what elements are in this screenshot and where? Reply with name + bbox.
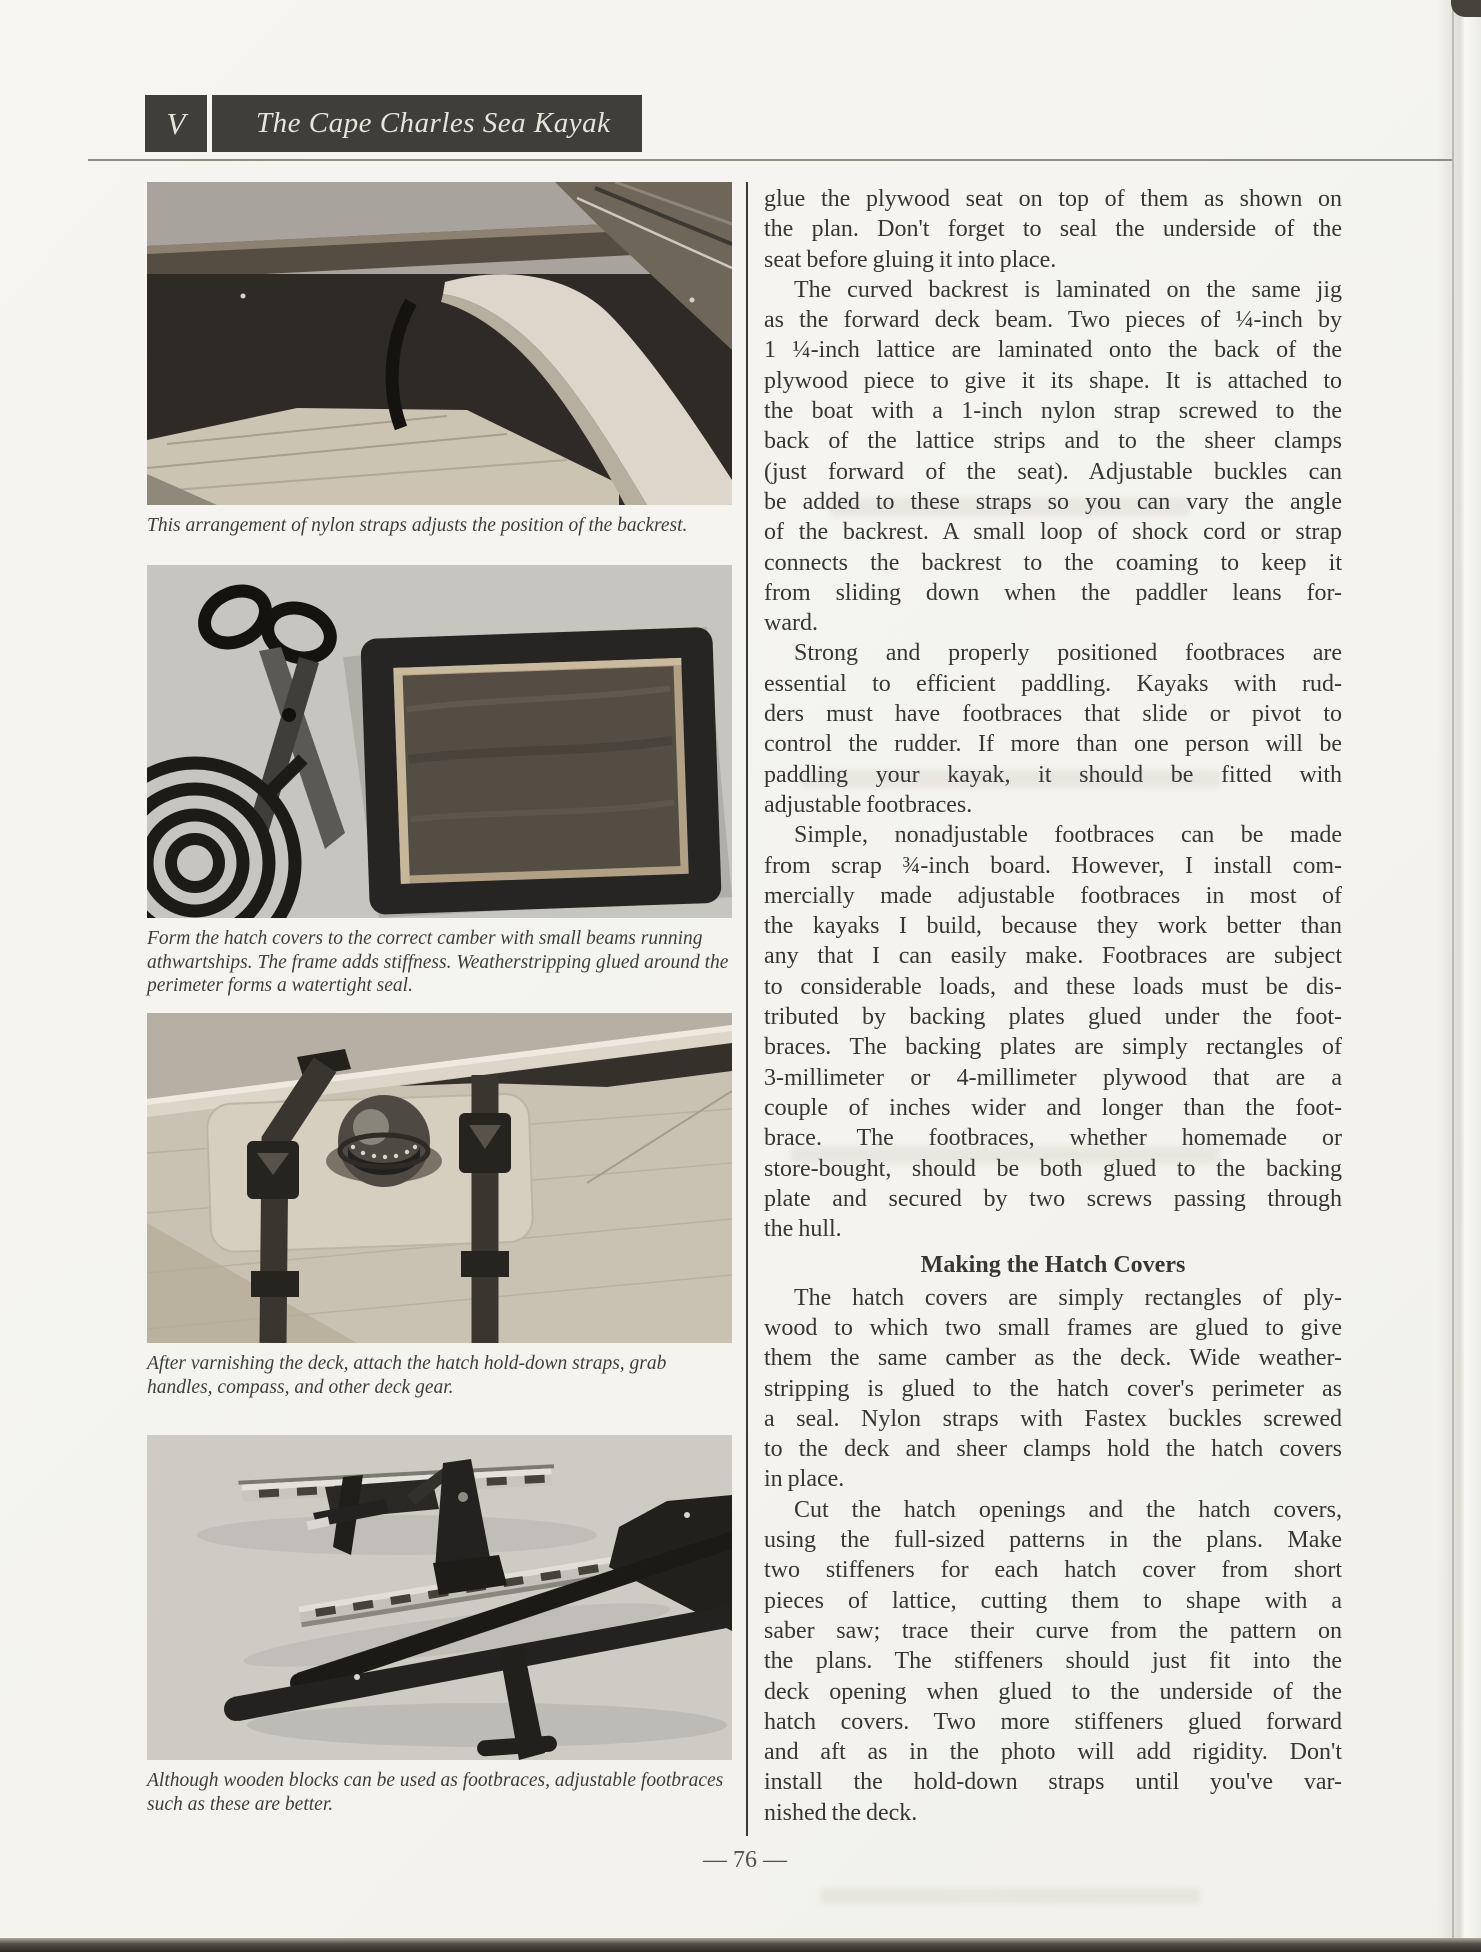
text-line: Strong and properly positioned footbraces are — [794, 640, 1342, 667]
text-line: 1 ¼-inch lattice are laminated onto the back of the — [764, 337, 1342, 364]
text-line: from scrap ¾-inch board. However, I install com- — [764, 852, 1342, 879]
text-line: and aft as in the photo will add rigidity. Don't — [764, 1739, 1342, 1766]
hatch-cover-panel — [360, 627, 721, 915]
figure-deck-gear — [147, 1013, 732, 1399]
text-line: braces. The backing plates are simply rectangles of — [764, 1034, 1342, 1061]
text-line: to considerable loads, and these loads must be dis- — [764, 973, 1342, 1000]
text-line: (just forward of the seat). Adjustable buckles can — [764, 458, 1342, 485]
figure-caption: After varnishing the deck, attach the hatch hold-down straps, grab handles, compass, and other deck gear. — [147, 1353, 667, 1398]
text-line: glue the plywood seat on top of them as shown on — [764, 186, 1342, 212]
text-line: from sliding down when the paddler leans for- — [764, 579, 1342, 606]
text-line: pieces of lattice, cutting them to shape with a — [764, 1587, 1342, 1614]
chapter-number-box — [145, 95, 207, 152]
text-line: Cut the hatch openings and the hatch covers, — [794, 1496, 1342, 1523]
text-line: in place. — [764, 1466, 845, 1493]
text-line: the hull. — [764, 1216, 842, 1243]
text-line: of the backrest. A small loop of shock cord or strap — [764, 519, 1342, 546]
right-page-edge — [1437, 0, 1481, 1952]
text-line: plate and secured by two screws passing through — [764, 1185, 1342, 1212]
paragraph — [764, 275, 1342, 639]
article-column — [764, 184, 1342, 1828]
figure-adjustable-footbraces — [147, 1435, 732, 1816]
right-page-edge-line — [1452, 0, 1454, 1952]
text-line: be added to these straps so you can vary the angle — [764, 488, 1342, 515]
text-line: install the hold-down straps until you've var- — [764, 1769, 1342, 1796]
text-line: nished the deck. — [764, 1799, 918, 1826]
text-line: saber saw; trace their curve from the pattern on — [764, 1617, 1342, 1644]
photo-adjustable-footbraces — [147, 1435, 732, 1760]
text-line: ward. — [764, 610, 818, 637]
text-line: control the rudder. If more than one person will be — [764, 731, 1342, 758]
text-line: them the same camber as the deck. Wide weather- — [764, 1345, 1342, 1372]
figure-caption: This arrangement of nylon straps adjusts the position of the backrest. — [147, 515, 688, 536]
section-heading: Making the Hatch Covers — [920, 1252, 1186, 1279]
text-line: paddling your kayak, it should be fitted with — [764, 761, 1342, 788]
text-line: plywood piece to give it its shape. It is attached to — [764, 367, 1342, 394]
text-line: Simple, nonadjustable footbraces can be made — [794, 822, 1342, 849]
text-line: mercially made adjustable footbraces in most of — [764, 882, 1342, 909]
text-line: the boat with a 1-inch nylon strap screwed to the — [764, 398, 1342, 425]
text-line: seat before gluing it into place. — [764, 246, 1057, 273]
paragraph — [764, 184, 1342, 275]
chapter-number: V — [166, 105, 186, 141]
text-line: essential to efficient paddling. Kayaks with rud- — [764, 670, 1342, 697]
text-line: ders must have footbraces that slide or pivot to — [764, 701, 1342, 728]
paragraph — [764, 820, 1342, 1244]
text-line: store-bought, should be both glued to the backing — [764, 1155, 1342, 1182]
text-line: the plan. Don't forget to seal the underside of the — [764, 216, 1342, 243]
text-line: the kayaks I build, because they work better than — [764, 913, 1342, 940]
photo-deck-gear — [147, 1013, 732, 1343]
text-line: tributed by backing plates glued under the foot- — [764, 1004, 1342, 1031]
text-line: deck opening when glued to the underside of the — [764, 1678, 1342, 1705]
figure-caption: Form the hatch covers to the correct camber with small beams running athwartships. The frame adds stiffness. Weatherstripping glued around the perimeter forms a watertight seal. — [147, 928, 729, 996]
text-line: wood to which two small frames are glued to give — [764, 1314, 1342, 1341]
chapter-title: The Cape Charles Sea Kayak — [256, 107, 611, 139]
text-line: The hatch covers are simply rectangles of ply- — [794, 1284, 1342, 1311]
text-line: 3-millimeter or 4-millimeter plywood that are a — [764, 1064, 1342, 1091]
chapter-title-bar — [212, 95, 642, 152]
figure-backrest-straps — [147, 182, 732, 538]
text-line: The curved backrest is laminated on the same jig — [794, 276, 1342, 303]
text-line: two stiffeners for each hatch cover from short — [764, 1557, 1342, 1584]
text-line: couple of inches wider and longer than the foot- — [764, 1094, 1342, 1121]
photo-hatch-cover-forming — [147, 565, 732, 918]
text-line: as the forward deck beam. Two pieces of ¼-inch by — [764, 307, 1342, 334]
figure-caption: Although wooden blocks can be used as footbraces, adjustable footbraces such as these are better. — [147, 1770, 724, 1815]
text-line: using the full-sized patterns in the plans. Make — [764, 1527, 1342, 1554]
bottom-scan-edge — [0, 1938, 1481, 1952]
text-line: connects the backrest to the coaming to keep it — [764, 549, 1342, 576]
photo-backrest-straps — [147, 182, 732, 505]
text-line: stripping is glued to the hatch cover's perimeter as — [764, 1375, 1342, 1402]
text-line: adjustable footbraces. — [764, 791, 973, 818]
paragraph — [764, 1283, 1342, 1495]
text-line: a seal. Nylon straps with Fastex buckles screwed — [764, 1405, 1342, 1432]
page-number: — 76 — — [703, 1847, 787, 1873]
figure-hatch-cover-forming — [147, 565, 732, 998]
text-line: back of the lattice strips and to the sheer clamps — [764, 428, 1342, 455]
text-line: hatch covers. Two more stiffeners glued forward — [764, 1708, 1342, 1735]
text-line: brace. The footbraces, whether homemade or — [764, 1125, 1342, 1152]
text-line: to the deck and sheer clamps hold the hatch covers — [764, 1436, 1342, 1463]
text-line: the plans. The stiffeners should just fit into the — [764, 1648, 1342, 1675]
header-rule — [88, 159, 1452, 161]
paragraph — [764, 1495, 1342, 1828]
ghost-bleedthrough — [820, 1888, 1200, 1904]
paragraph — [764, 638, 1342, 820]
column-divider-rule — [746, 182, 748, 1836]
text-line: any that I can easily make. Footbraces are subject — [764, 943, 1342, 970]
